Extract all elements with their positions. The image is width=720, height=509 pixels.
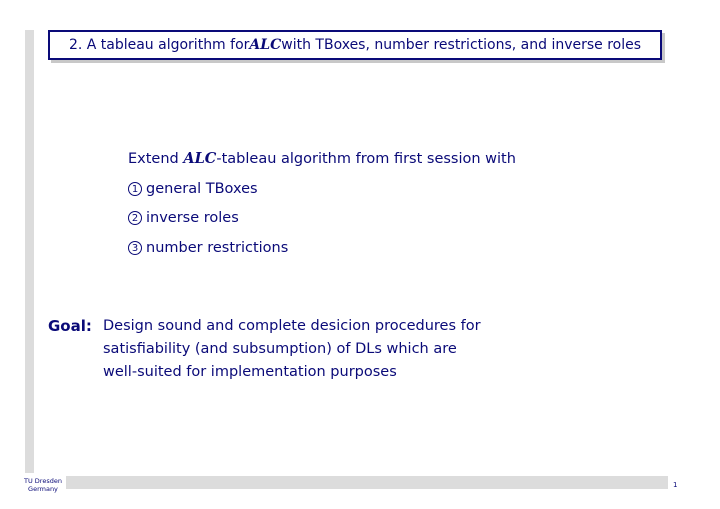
circled-number-3: 3 — [128, 241, 142, 255]
goal-line-1: Design sound and complete desicion procedures for — [103, 318, 481, 334]
list-item-text: number restrictions — [146, 240, 289, 256]
goal-label: Goal: — [48, 317, 92, 335]
title-prefix: 2. A tableau algorithm for — [68, 37, 250, 53]
circled-number-1: 1 — [128, 182, 142, 196]
intro-line — [128, 150, 516, 167]
list-item-text: inverse roles — [146, 210, 239, 226]
title-suffix: with TBoxes, number restrictions, and inverse roles — [281, 37, 642, 53]
page-number: 1 — [673, 481, 678, 489]
list-item-3 — [128, 240, 288, 256]
list-item-text: general TBoxes — [146, 181, 258, 197]
footer-institution — [24, 478, 62, 493]
list-item-1 — [128, 181, 258, 197]
circled-number-2: 2 — [128, 211, 142, 225]
footer-bar — [66, 476, 668, 489]
institution-country: Germany — [28, 484, 58, 493]
intro-before: Extend — [128, 151, 184, 167]
goal-line-2: satisfiability (and subsumption) of DLs which are — [103, 341, 457, 357]
left-decorative-bar — [25, 30, 34, 473]
title-logic: ALC — [249, 37, 282, 53]
slide-title — [48, 30, 662, 60]
intro-after: -tableau algorithm from first session with — [216, 151, 516, 167]
list-item-2 — [128, 210, 239, 226]
institution-name: TU Dresden — [24, 477, 62, 485]
intro-logic: ALC — [183, 150, 217, 167]
goal-line-3: well-suited for implementation purposes — [103, 364, 397, 380]
